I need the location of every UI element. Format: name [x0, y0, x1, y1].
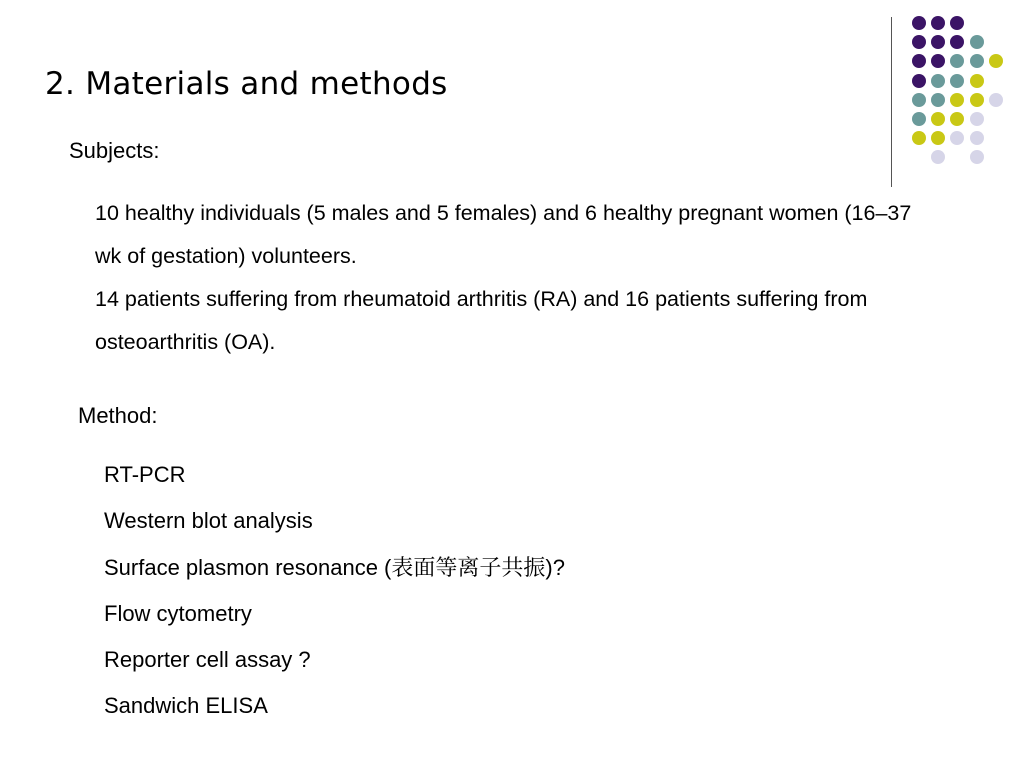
- decorative-dot: [989, 93, 1003, 107]
- decorative-dot: [931, 131, 945, 145]
- method-list: [104, 452, 565, 730]
- decorative-dot: [931, 16, 945, 30]
- decorative-dot: [931, 150, 945, 164]
- method-item: Surface plasmon resonance (表面等离子共振)?: [104, 554, 565, 580]
- decorative-dot: [931, 54, 945, 68]
- method-item: Western blot analysis: [104, 508, 313, 534]
- decorative-dot: [989, 54, 1003, 68]
- subjects-body: [95, 192, 915, 364]
- decorative-dot: [950, 93, 964, 107]
- decorative-dot: [912, 74, 926, 88]
- decorative-dot: [970, 131, 984, 145]
- decorative-dot: [950, 112, 964, 126]
- decorative-dot: [970, 112, 984, 126]
- decorative-dot: [912, 93, 926, 107]
- decorative-dot: [912, 16, 926, 30]
- decorative-dot: [970, 74, 984, 88]
- decorative-dot: [912, 35, 926, 49]
- method-item: RT-PCR: [104, 462, 186, 487]
- decorative-dot: [931, 74, 945, 88]
- decorative-dot: [970, 93, 984, 107]
- decorative-dot: [950, 16, 964, 30]
- subjects-paragraph: 14 patients suffering from rheumatoid arthritis (RA) and 16 patients suffering from osteoarthritis (OA).: [95, 287, 868, 354]
- method-item: Sandwich ELISA: [104, 693, 268, 719]
- decorative-dot: [950, 74, 964, 88]
- decorative-dot: [950, 131, 964, 145]
- decorative-dot: [970, 54, 984, 68]
- method-item: Reporter cell assay ?: [104, 647, 311, 673]
- decorative-dot: [950, 54, 964, 68]
- method-heading: Method:: [78, 403, 158, 428]
- subjects-paragraph: 10 healthy individuals (5 males and 5 females) and 6 healthy pregnant women (16–37 wk of gestation) volunteers.: [95, 201, 912, 268]
- decorative-dot: [950, 35, 964, 49]
- decorative-dot: [912, 131, 926, 145]
- slide-title: 2. Materials and methods: [45, 66, 448, 102]
- decorative-dot: [931, 35, 945, 49]
- decorative-dot: [970, 150, 984, 164]
- decorative-dot: [970, 35, 984, 49]
- subjects-heading: Subjects:: [69, 138, 160, 163]
- decorative-dot: [912, 54, 926, 68]
- decorative-dot: [931, 93, 945, 107]
- method-item: Flow cytometry: [104, 600, 252, 626]
- decorative-dot: [931, 112, 945, 126]
- decorative-dot: [912, 112, 926, 126]
